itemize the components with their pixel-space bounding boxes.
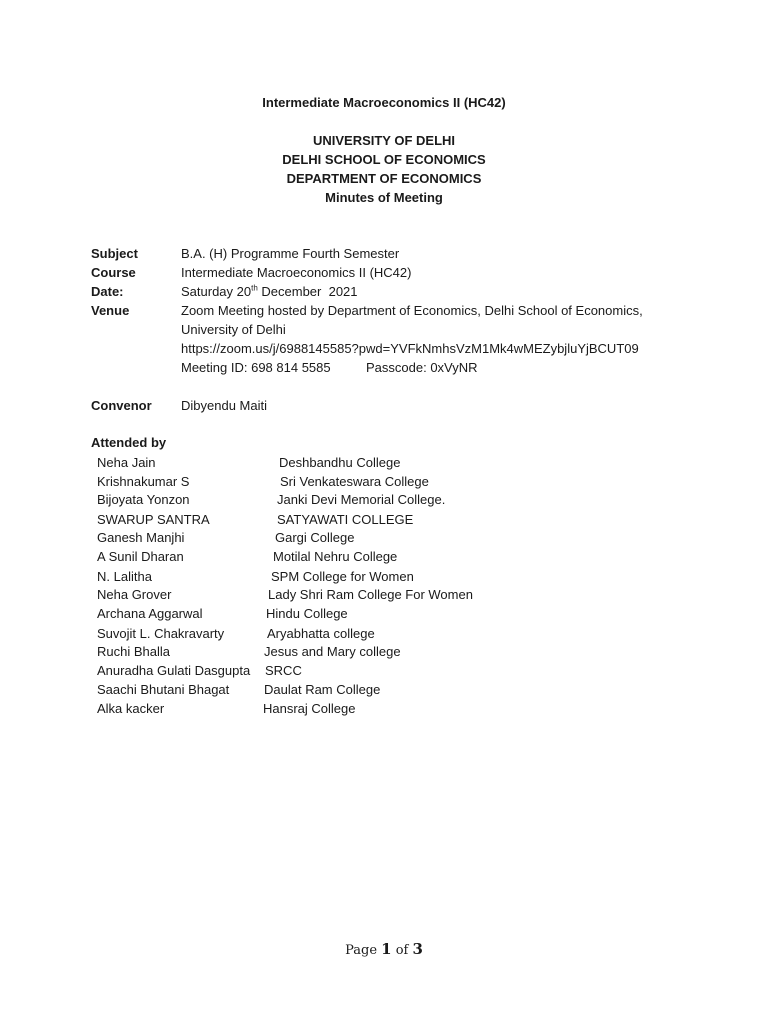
zoom-link[interactable]: https://zoom.us/j/6988145585?pwd=YVFkNmhsVzM1Mk4wMEZybjluYjBCUT09 <box>181 341 639 356</box>
course-value: Intermediate Macroeconomics II (HC42) <box>181 265 412 280</box>
attendee-college: Deshbandhu College <box>279 455 401 470</box>
date-value <box>181 284 358 299</box>
venue-line-1: Zoom Meeting hosted by Department of Economics, Delhi School of Economics, <box>181 303 643 318</box>
venue-line-2: University of Delhi <box>181 322 286 337</box>
convenor-value: Dibyendu Maiti <box>181 398 267 413</box>
attendee-college: Janki Devi Memorial College. <box>277 492 446 507</box>
attended-by-heading: Attended by <box>91 435 167 450</box>
university-name: UNIVERSITY OF DELHI <box>312 133 456 148</box>
attendee-college: Gargi College <box>275 530 355 545</box>
attendee-college: SATYAWATI COLLEGE <box>277 512 414 527</box>
convenor-label: Convenor <box>91 398 152 413</box>
subject-label: Subject <box>91 246 138 261</box>
attendee-name: A Sunil Dharan <box>97 549 184 564</box>
date-label: Date: <box>91 284 124 299</box>
attendee-name: Bijoyata Yonzon <box>97 492 190 507</box>
page-footer <box>0 940 768 958</box>
attendee-college: Aryabhatta college <box>267 626 375 641</box>
attendee-college: Hansraj College <box>263 701 356 716</box>
date-suffix: th <box>251 283 258 293</box>
department-name: DEPARTMENT OF ECONOMICS <box>286 171 482 186</box>
meeting-id: Meeting ID: 698 814 5585 <box>181 360 331 375</box>
current-page: 1 <box>381 940 392 958</box>
attendee-name: Archana Aggarwal <box>97 606 203 621</box>
course-title: Intermediate Macroeconomics II (HC42) <box>262 95 506 110</box>
attendee-college: Sri Venkateswara College <box>280 474 429 489</box>
page-word: Page <box>345 943 382 958</box>
attendee-college: SRCC <box>265 663 302 678</box>
attendee-name: Suvojit L. Chakravarty <box>97 626 225 641</box>
attendee-college: Daulat Ram College <box>264 682 381 697</box>
course-label: Course <box>91 265 136 280</box>
date-day: Saturday 20 <box>181 284 252 299</box>
document-type: Minutes of Meeting <box>325 190 443 205</box>
school-name: DELHI SCHOOL OF ECONOMICS <box>282 152 486 167</box>
attendee-name: Ruchi Bhalla <box>97 644 170 659</box>
attendee-name: Saachi Bhutani Bhagat <box>97 682 230 697</box>
attendee-name: Ganesh Manjhi <box>97 530 185 545</box>
attendee-name: Neha Jain <box>97 455 156 470</box>
attendee-college: Lady Shri Ram College For Women <box>268 587 473 602</box>
attendee-name: N. Lalitha <box>97 569 152 584</box>
of-word: of <box>391 943 413 958</box>
attendee-name: Alka kacker <box>97 701 165 716</box>
date-month-year: December 2021 <box>257 284 358 299</box>
attendee-name: Krishnakumar S <box>97 474 190 489</box>
attendee-name: Neha Grover <box>97 587 172 602</box>
venue-label: Venue <box>91 303 130 318</box>
attendee-college: Jesus and Mary college <box>264 644 401 659</box>
attendee-college: Hindu College <box>266 606 348 621</box>
attendee-name: Anuradha Gulati Dasgupta <box>97 663 251 678</box>
attendee-college: SPM College for Women <box>271 569 414 584</box>
subject-value: B.A. (H) Programme Fourth Semester <box>181 246 400 261</box>
passcode: Passcode: 0xVyNR <box>366 360 478 375</box>
attendee-name: SWARUP SANTRA <box>97 512 210 527</box>
total-pages: 3 <box>412 940 423 958</box>
attendee-college: Motilal Nehru College <box>273 549 398 564</box>
